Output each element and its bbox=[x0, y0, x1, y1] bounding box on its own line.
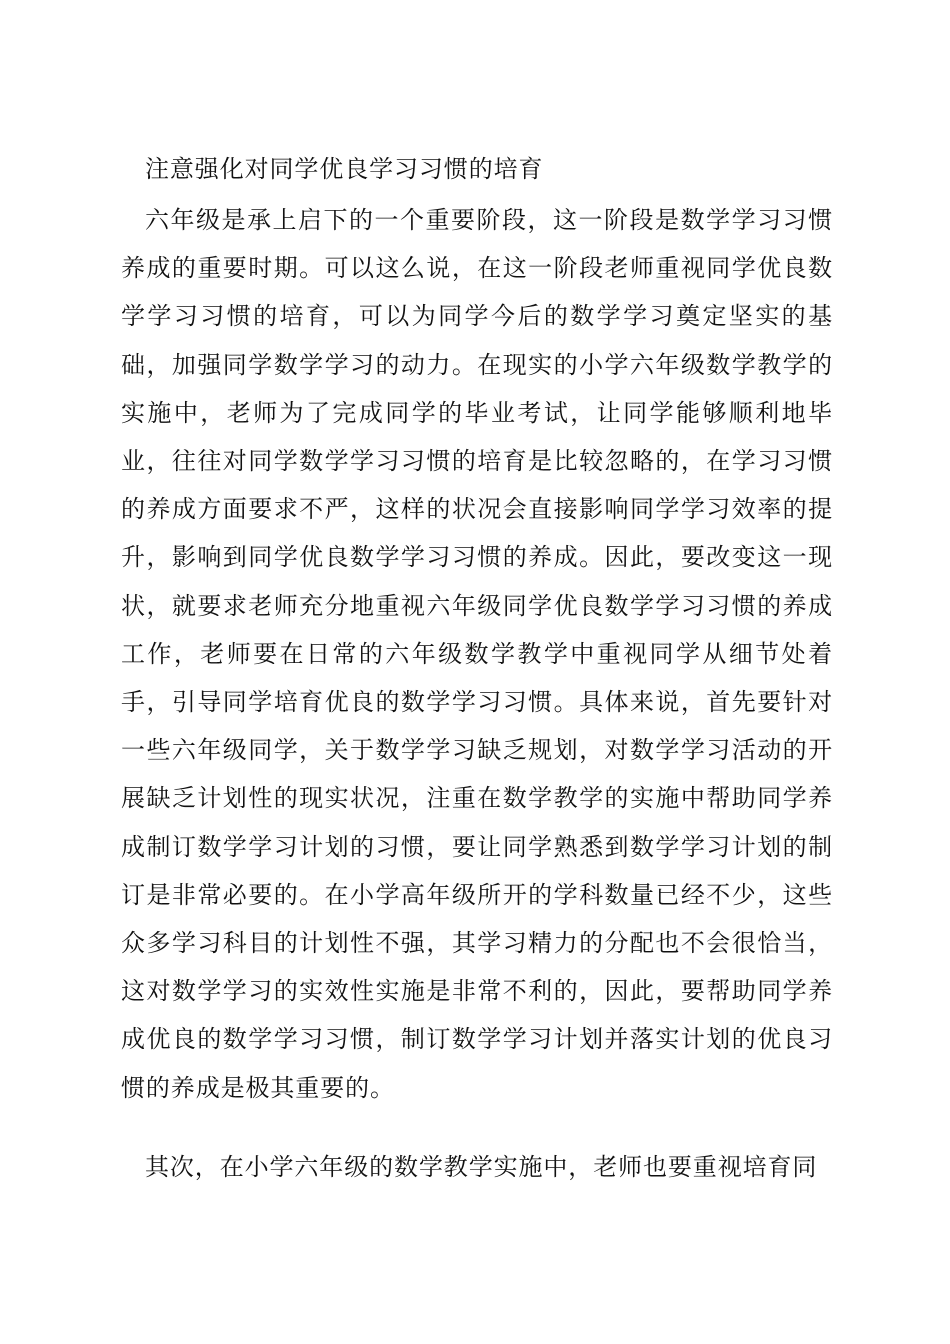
body-paragraph: 六年级是承上启下的一个重要阶段，这一阶段是数学学习习惯养成的重要时期。可以这么说，在这一阶段老师重视同学优良数学学习习惯的培育，可以为同学今后的数学学习奠定坚实的基础，加强同学数学学习的动力。在现实的小学六年级数学教学的实施中，老师为了完成同学的毕业考试，让同学能够顺利地毕业，往往对同学数学学习习惯的培育是比较忽略的，在学习习惯的养成方面要求不严，这样的状况会直接影响同学学习效率的提升，影响到同学优良数学学习习惯的养成。因此，要改变这一现状，就要求老师充分地重视六年级同学优良数学学习习惯的养成工作，老师要在日常的六年级数学教学中重视同学从细节处着手，引导同学培育优良的数学学习习惯。具体来说，首先要针对一些六年级同学，关于数学学习缺乏规划，对数学学习活动的开展缺乏计划性的现实状况，注重在数学教学的实施中帮助同学养成制订数学学习计划的习惯，要让同学熟悉到数学学习计划的制订是非常必要的。在小学高年级所开的学科数量已经不少，这些众多学习科目的计划性不强，其学习精力的分配也不会很恰当，这对数学学习的实效性实施是非常不利的，因此，要帮助同学养成优良的数学学习习惯，制订数学学习计划并落实计划的优良习惯的养成是极其重要的。 bbox=[121, 206, 833, 1102]
body-paragraph: 其次，在小学六年级的数学教学实施中，老师也要重视培育同 bbox=[145, 1153, 818, 1181]
section-heading: 注意强化对同学优良学习习惯的培育 bbox=[145, 155, 544, 183]
